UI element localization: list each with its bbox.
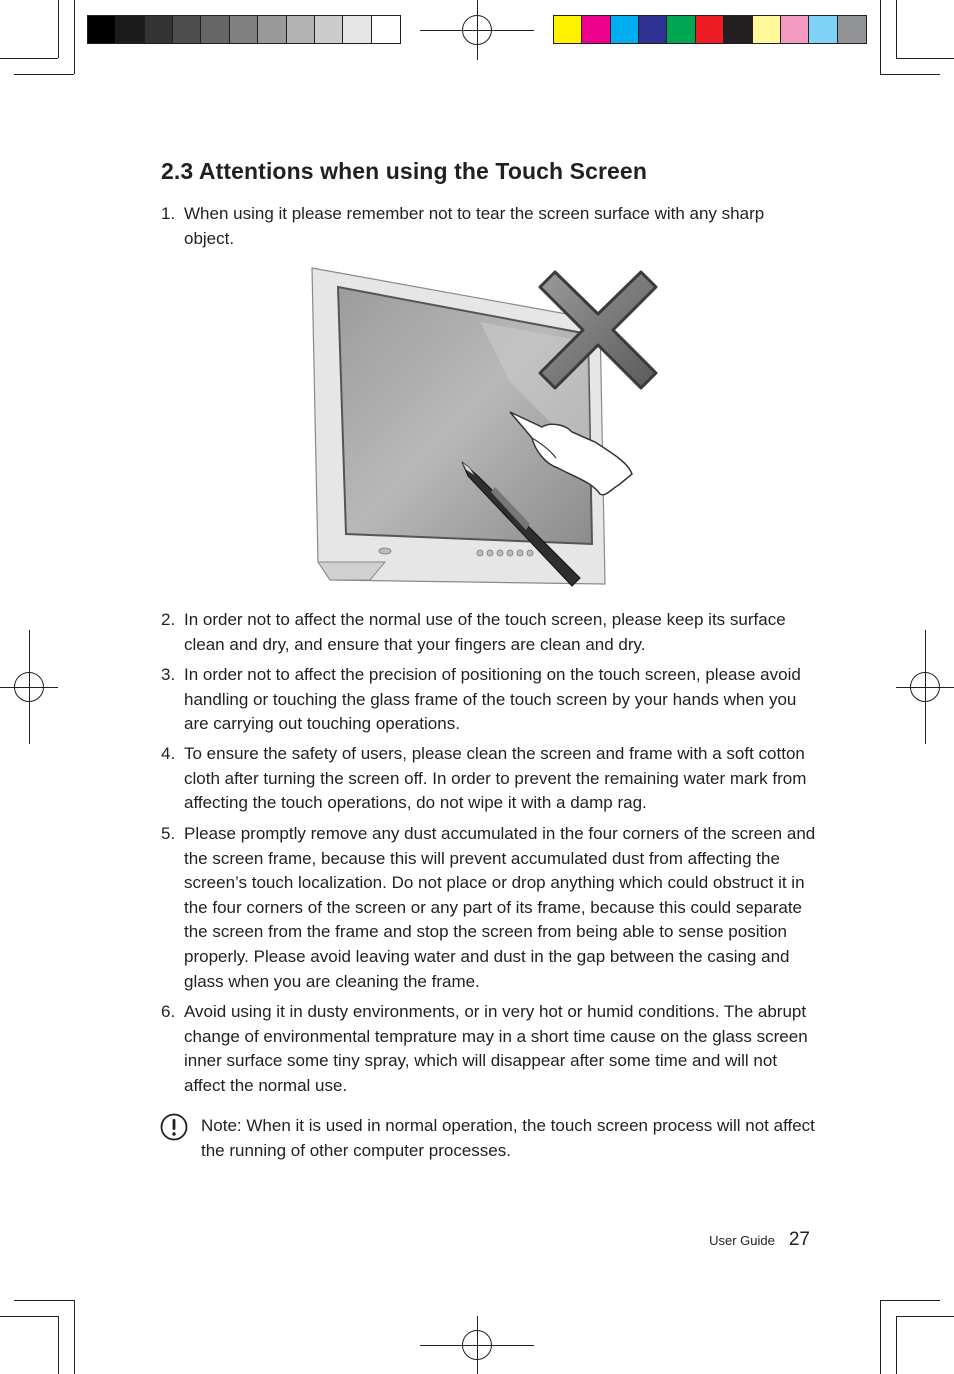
color-swatch	[173, 16, 201, 43]
color-swatch	[230, 16, 258, 43]
note-label: Note:	[201, 1116, 242, 1135]
list-item	[161, 742, 816, 816]
color-swatch	[116, 16, 144, 43]
color-swatch	[343, 16, 371, 43]
list-item-number: 4.	[161, 744, 176, 763]
list-item	[161, 1000, 816, 1098]
list-item	[161, 822, 816, 994]
registration-mark	[910, 672, 940, 702]
crop-mark	[880, 1300, 881, 1374]
color-swatch	[696, 16, 724, 43]
color-swatch	[781, 16, 809, 43]
crop-mark	[58, 0, 59, 58]
crop-mark	[896, 58, 954, 59]
color-swatch	[287, 16, 315, 43]
section-title: 2.3 Attentions when using the Touch Screen	[161, 158, 647, 184]
color-swatch	[838, 16, 866, 43]
page-footer	[709, 1229, 810, 1251]
color-swatch	[372, 16, 400, 43]
note-text: When it is used in normal operation, the touch screen process will not affect the running of other computer processes.	[201, 1116, 815, 1160]
list-item	[161, 608, 816, 657]
exclamation-circle-icon	[160, 1113, 188, 1141]
list-item-number: 3.	[161, 665, 176, 684]
color-swatch	[753, 16, 781, 43]
color-swatch	[809, 16, 837, 43]
crop-mark	[880, 0, 881, 74]
registration-mark	[14, 672, 44, 702]
process-color-bar	[553, 15, 867, 44]
list-item-number: 2.	[161, 610, 176, 629]
note-block	[160, 1113, 820, 1163]
list-item-number: 5.	[161, 824, 176, 843]
color-swatch	[582, 16, 610, 43]
list-item-text: In order not to affect the precision of positioning on the touch screen, please avoid handling or touching the glass frame of the touch screen by your hands when you are carrying out touching operations.	[184, 665, 801, 734]
crop-mark	[14, 74, 74, 75]
list-item-text: Please promptly remove any dust accumulated in the four corners of the screen and the screen frame, because this will prevent accumulated dust from affecting the screen’s touch localization. Do not place or drop anything which could obstruct it in the four corners of the screen or any part of its frame, because this could separate the screen from the frame and stop the screen from being able to sense position properly. Please avoid leaving water and dust in the gap between the casing and glass when you are cleaning the frame.	[184, 824, 816, 991]
color-swatch	[258, 16, 286, 43]
footer-guide-label: User Guide	[709, 1233, 775, 1248]
crop-mark	[58, 1316, 59, 1374]
list-item-text: In order not to affect the normal use of the touch screen, please keep its surface clean and dry, and ensure that your fingers are clean and dry.	[184, 610, 786, 654]
list-item-text: Avoid using it in dusty environments, or in very hot or humid conditions. The abrupt change of environmental temprature may in a short time cause on the glass screen inner surface some tiny spray, which will disappear after some time and will not affect the normal use.	[184, 1002, 808, 1095]
grayscale-color-bar	[87, 15, 401, 44]
registration-mark	[462, 1330, 492, 1360]
color-swatch	[554, 16, 582, 43]
page-number: 27	[788, 1229, 810, 1250]
crop-mark	[14, 1300, 74, 1301]
crop-mark	[880, 1300, 940, 1301]
crop-mark	[880, 74, 940, 75]
touch-screen-illustration	[310, 262, 662, 592]
crop-mark	[74, 1300, 75, 1374]
list-item-number: 6.	[161, 1002, 176, 1021]
crop-mark	[74, 0, 75, 74]
color-swatch	[145, 16, 173, 43]
crop-mark	[896, 1316, 897, 1374]
crop-mark	[0, 1316, 58, 1317]
color-swatch	[667, 16, 695, 43]
list-item-number: 1.	[161, 204, 176, 223]
list-item-text: When using it please remember not to tear the screen surface with any sharp object.	[184, 204, 765, 248]
list-item-text: To ensure the safety of users, please clean the screen and frame with a soft cotton cloth after turning the screen off. In order to prevent the remaining water mark from affecting the touch operations, do not wipe it with a damp rag.	[184, 744, 807, 813]
color-swatch	[611, 16, 639, 43]
list-item	[161, 663, 816, 737]
crop-mark	[896, 0, 897, 58]
color-swatch	[201, 16, 229, 43]
list-item	[161, 202, 816, 251]
color-swatch	[724, 16, 752, 43]
color-swatch	[88, 16, 116, 43]
color-swatch	[639, 16, 667, 43]
color-swatch	[315, 16, 343, 43]
note-body	[201, 1113, 820, 1163]
crop-mark	[0, 58, 58, 59]
crop-mark	[896, 1316, 954, 1317]
registration-mark	[462, 15, 492, 45]
